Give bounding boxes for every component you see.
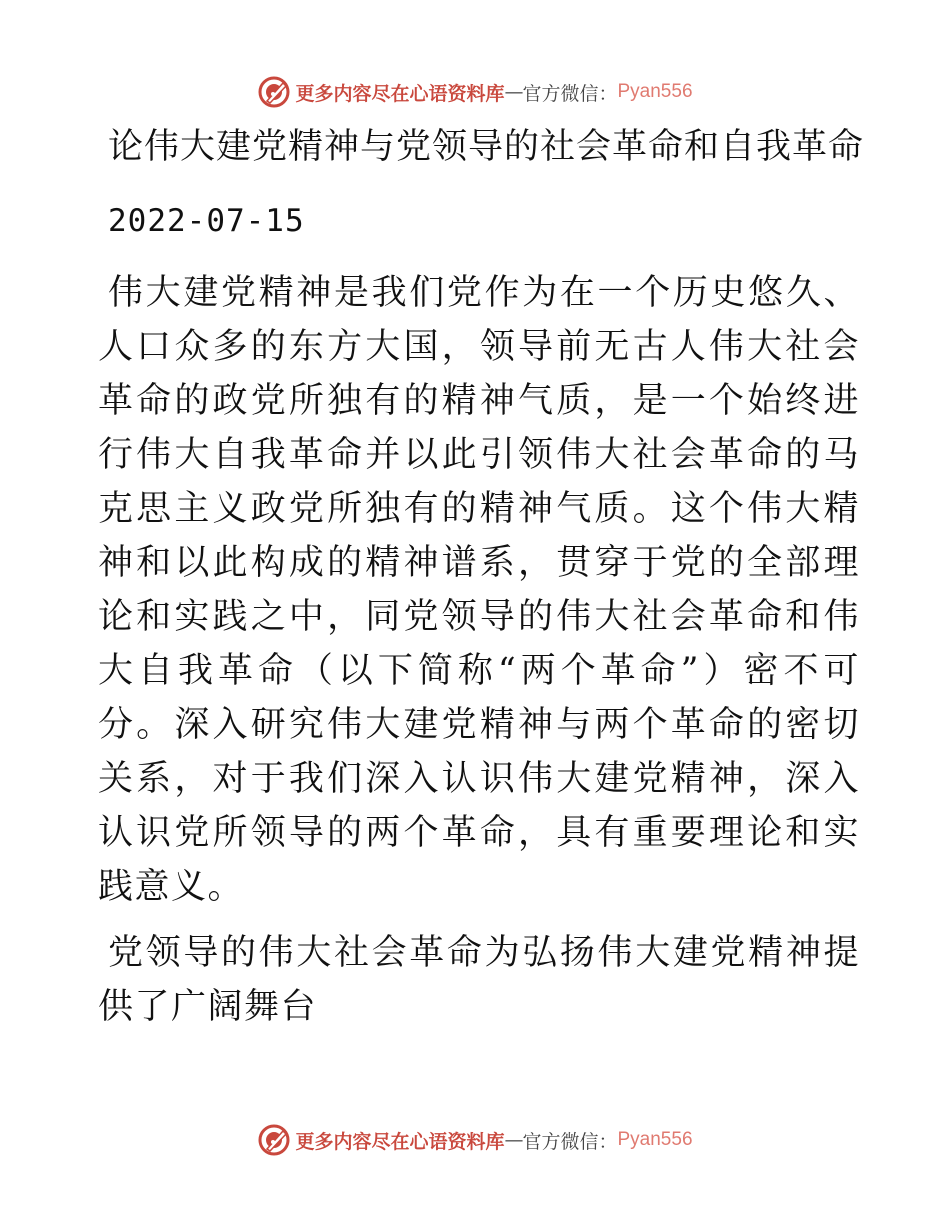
body-paragraph: 伟大建党精神是我们党作为在一个历史悠久、人口众多的东方大国，领导前无古人伟大社会革命的政党所独有的精神气质，是一个始终进行伟大自我革命并以此引领伟大社会革命的马克思主义政党所独有的精神气质。这个伟大精神和以此构成的精神谱系，贯穿于党的全部理论和实践之中，同党领导的伟大社会革命和伟大自我革命（以下简称“两个革命”）密不可分。深入研究伟大建党精神与两个革命的密切关系，对于我们深入认识伟大建党精神，深入认识党所领导的两个革命，具有重要理论和实践意义。: [98, 273, 860, 907]
watermark-official-label: 官方微信：: [522, 1130, 618, 1153]
pen-logo-icon: [257, 1123, 291, 1157]
pen-logo-icon: [257, 75, 291, 109]
watermark-dash: —: [504, 81, 523, 103]
header-watermark: [0, 72, 950, 112]
watermark-wechat-id: Pyan556: [617, 1129, 693, 1150]
watermark-main-text: 更多内容尽在心语资料库: [295, 1130, 505, 1153]
footer-watermark: [0, 1120, 950, 1160]
watermark-wechat-id: Pyan556: [617, 81, 693, 102]
section-heading-paragraph: 党领导的伟大社会革命为弘扬伟大建党精神提供了广阔舞台: [98, 933, 860, 1027]
document-date: 2022-07-15: [108, 203, 305, 239]
watermark-dash: —: [504, 1129, 523, 1151]
document-title: 论伟大建党精神与党领导的社会革命和自我革命: [108, 127, 865, 167]
watermark-official-label: 官方微信：: [522, 82, 618, 105]
watermark-main-text: 更多内容尽在心语资料库: [295, 82, 505, 105]
